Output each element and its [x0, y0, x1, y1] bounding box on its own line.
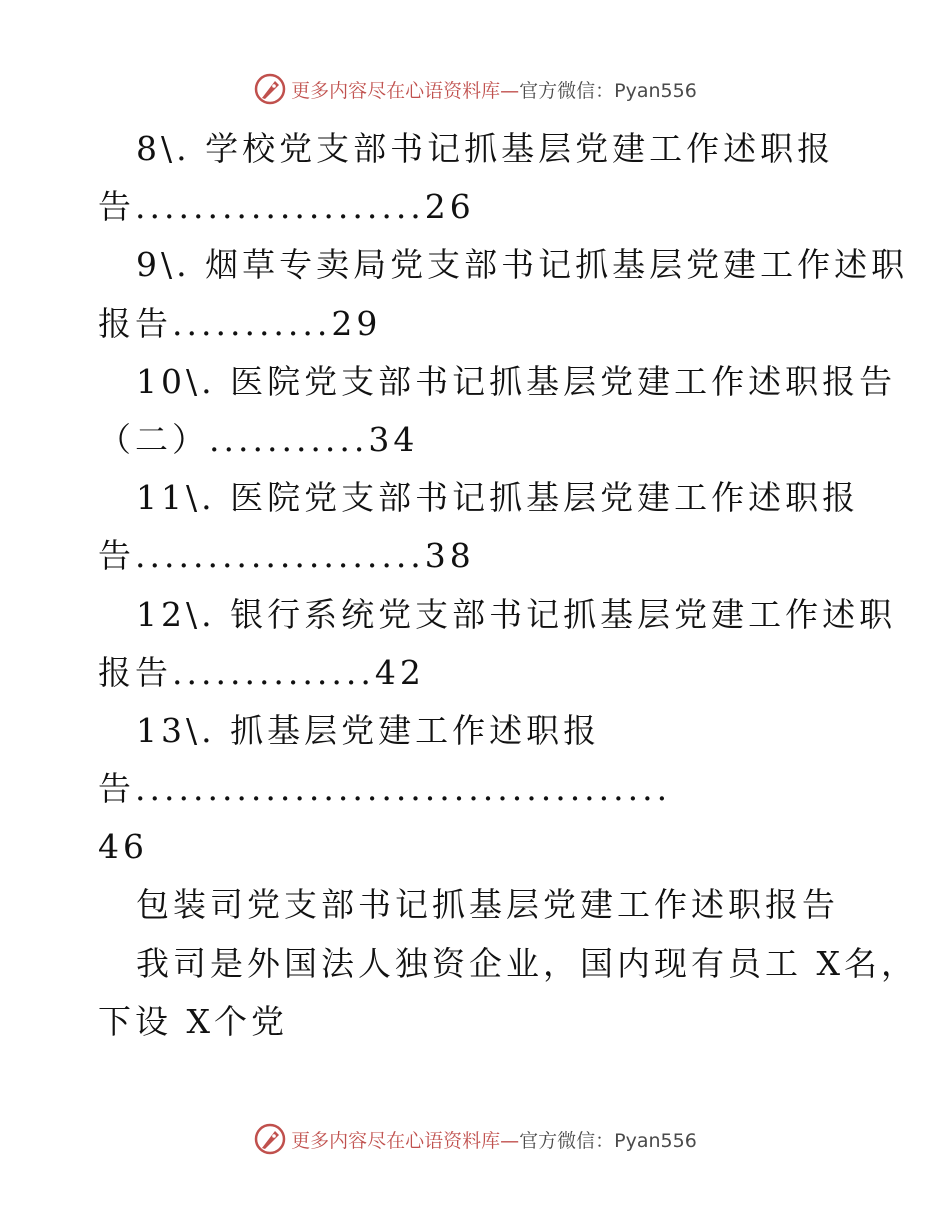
toc-entry-13-leader: 告.....................................: [98, 769, 672, 809]
toc-entry-12-page: 报告..............42: [98, 652, 425, 692]
header-banner: [0, 72, 950, 106]
toc-entry-10-page: （二）...........34: [98, 419, 419, 459]
toc-entry-8-page: 告....................26: [98, 187, 475, 227]
pen-nib-logo-icon: [253, 72, 287, 106]
toc-entry-13-page: 46: [98, 827, 148, 867]
pen-nib-logo-icon: [253, 1122, 287, 1156]
toc-entry-11-page: 告....................38: [98, 536, 475, 576]
toc-entry-11: 11\. 医院党支部书记抓基层党建工作述职报: [136, 478, 860, 518]
toc-entry-10: 10\. 医院党支部书记抓基层党建工作述职报告: [136, 361, 897, 401]
document-body: [98, 120, 918, 1051]
footer-banner: [0, 1122, 950, 1156]
footer-wechat-text: 官方微信：Pyan556: [519, 1129, 697, 1152]
footer-brand-text: 更多内容尽在心语资料库—: [291, 1129, 520, 1152]
toc-entry-12: 12\. 银行系统党支部书记抓基层党建工作述职: [136, 594, 897, 634]
toc-entry-9-page: 报告...........29: [98, 303, 382, 343]
toc-entry-9: 9\. 烟草专卖局党支部书记抓基层党建工作述职: [136, 245, 909, 285]
body-paragraph-line-2: 下设 X个党: [98, 1001, 288, 1041]
toc-entry-13: 13\. 抓基层党建工作述职报: [136, 710, 601, 750]
toc-entry-8: 8\. 学校党支部书记抓基层党建工作述职报: [136, 129, 835, 168]
header-brand-text: 更多内容尽在心语资料库—: [291, 79, 520, 102]
section-title: 包装司党支部书记抓基层党建工作述职报告: [136, 885, 839, 925]
header-wechat-text: 官方微信：Pyan556: [519, 79, 697, 102]
body-paragraph-line-1: 我司是外国法人独资企业，国内现有员工 X名，: [136, 943, 918, 983]
